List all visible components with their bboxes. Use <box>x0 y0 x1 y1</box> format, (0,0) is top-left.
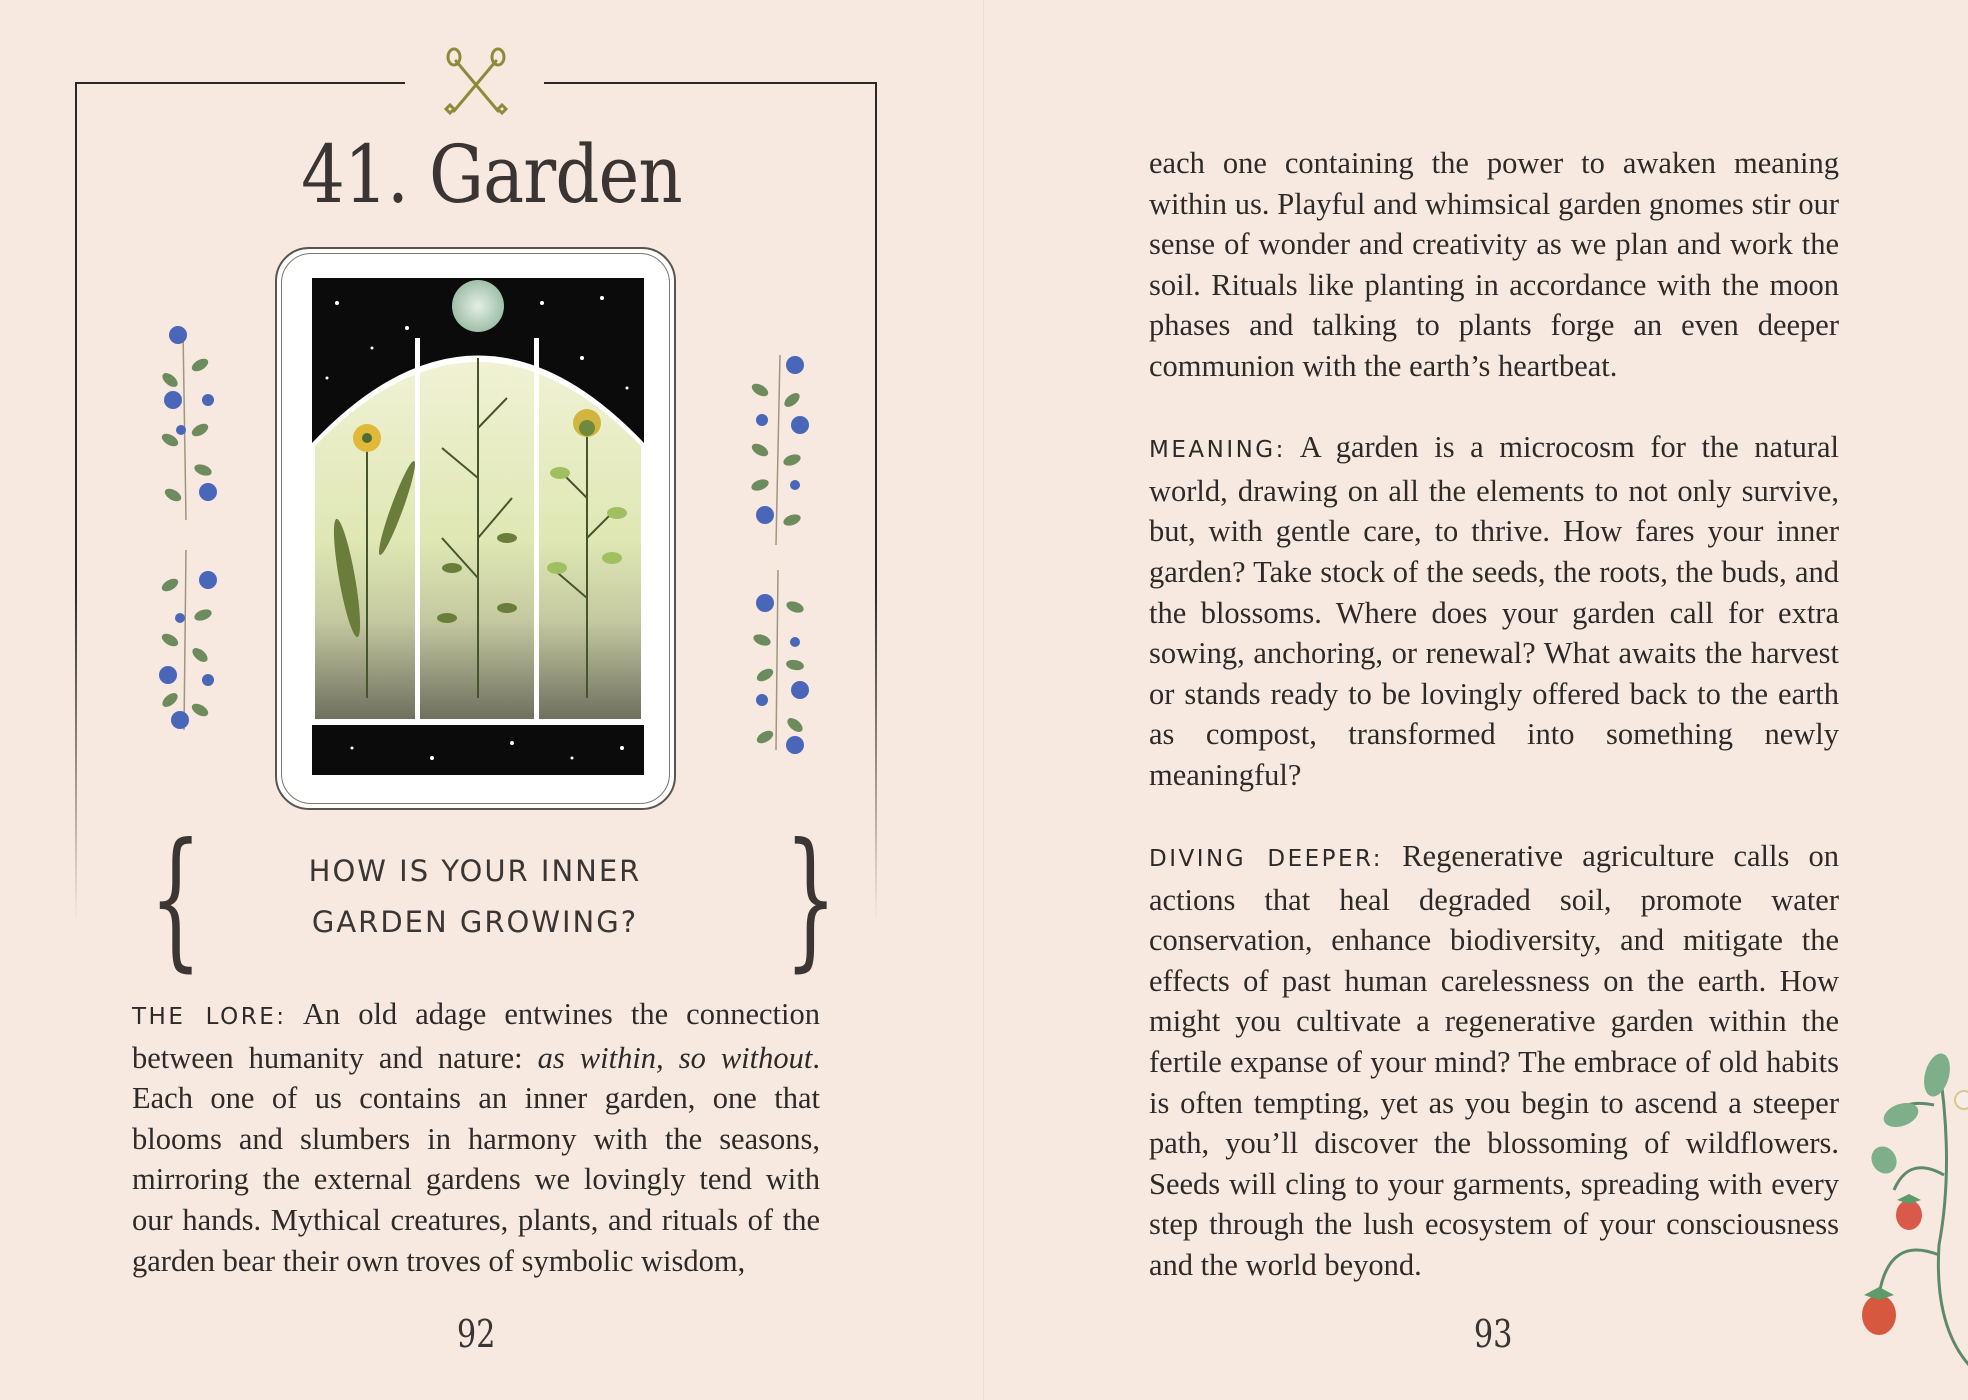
meaning-section <box>1149 427 1839 795</box>
lore-italic-phrase: as within, so without <box>537 1040 813 1075</box>
lore-continuation: each one containing the power to awaken meaning within us. Playful and whimsical garden gnomes stir our sense of wonder and creativity as we plan and work the soil. Rituals like planting in accordance with the moon phases and talking to plants forge an even deeper communion with the earth’s heartbeat. <box>1149 146 1839 383</box>
diving-deeper-label: DIVING DEEPER: <box>1149 846 1384 873</box>
frame-top-left <box>75 82 405 84</box>
question-line-2: GARDEN GROWING? <box>311 905 639 939</box>
oracle-card <box>275 247 676 810</box>
right-page-body <box>1149 143 1839 1326</box>
card-title: 41. Garden <box>301 128 682 221</box>
right-brace-icon: } <box>784 812 837 986</box>
lore-section <box>132 994 820 1322</box>
diving-deeper-section <box>1149 836 1839 1286</box>
page-number-right: 93 <box>1473 1312 1513 1356</box>
blue-flower-vine-icon <box>148 320 218 740</box>
page-number-left: 92 <box>456 1312 496 1356</box>
lore-label: THE LORE: <box>132 1004 287 1030</box>
question-line-1: HOW IS YOUR INNER <box>308 854 642 888</box>
crossed-keys-icon <box>440 45 512 117</box>
meaning-label: MEANING: <box>1149 437 1286 464</box>
lore-text-2: . Each one of us contains an inner garden, one that blooms and slumbers in harmony with the seasons, mirroring the external gardens we lovingly tend with our hands. Mythical creatures, plants, and rituals of the garden bear their own troves of symbolic wisdom, <box>132 1040 820 1278</box>
lore-text-1: An old adage entwines the connection between humanity and nature: <box>132 997 820 1075</box>
left-brace-icon: { <box>149 812 202 986</box>
diving-deeper-text: Regenerative agriculture calls on actions that heal degraded soil, promote water conservation, enhance biodiversity, and mitigate the effects of past human carelessness on the earth. How might you cultivate a regenerative garden within the fertile expanse of your mind? The embrace of old habits is often tempting, yet as you begin to ascend a steeper path, you’ll discover the blossoming of wildflowers. Seeds will cling to your garments, spreading with every step through the lush ecosystem of your consciousness and the world beyond. <box>1149 839 1839 1283</box>
right-page <box>983 0 1968 1400</box>
blue-flower-vine-icon <box>740 345 810 765</box>
frame-top-right <box>544 82 877 84</box>
strawberry-vine-icon <box>1839 1045 1968 1375</box>
card-illustration <box>312 278 644 775</box>
meaning-text: A garden is a microcosm for the natural world, drawing on all the elements to not only survive, but, with gentle care, to thrive. How fares your inner garden? Take stock of the seeds, the roots, the buds, and the blossoms. Where does your garden call for extra sowing, anchoring, or renewal? What awaits the harvest or stands ready to be lovingly offered back to the earth as compost, transformed into something newly meaningful? <box>1149 430 1839 792</box>
reflection-question <box>200 846 750 948</box>
left-page <box>0 0 983 1400</box>
